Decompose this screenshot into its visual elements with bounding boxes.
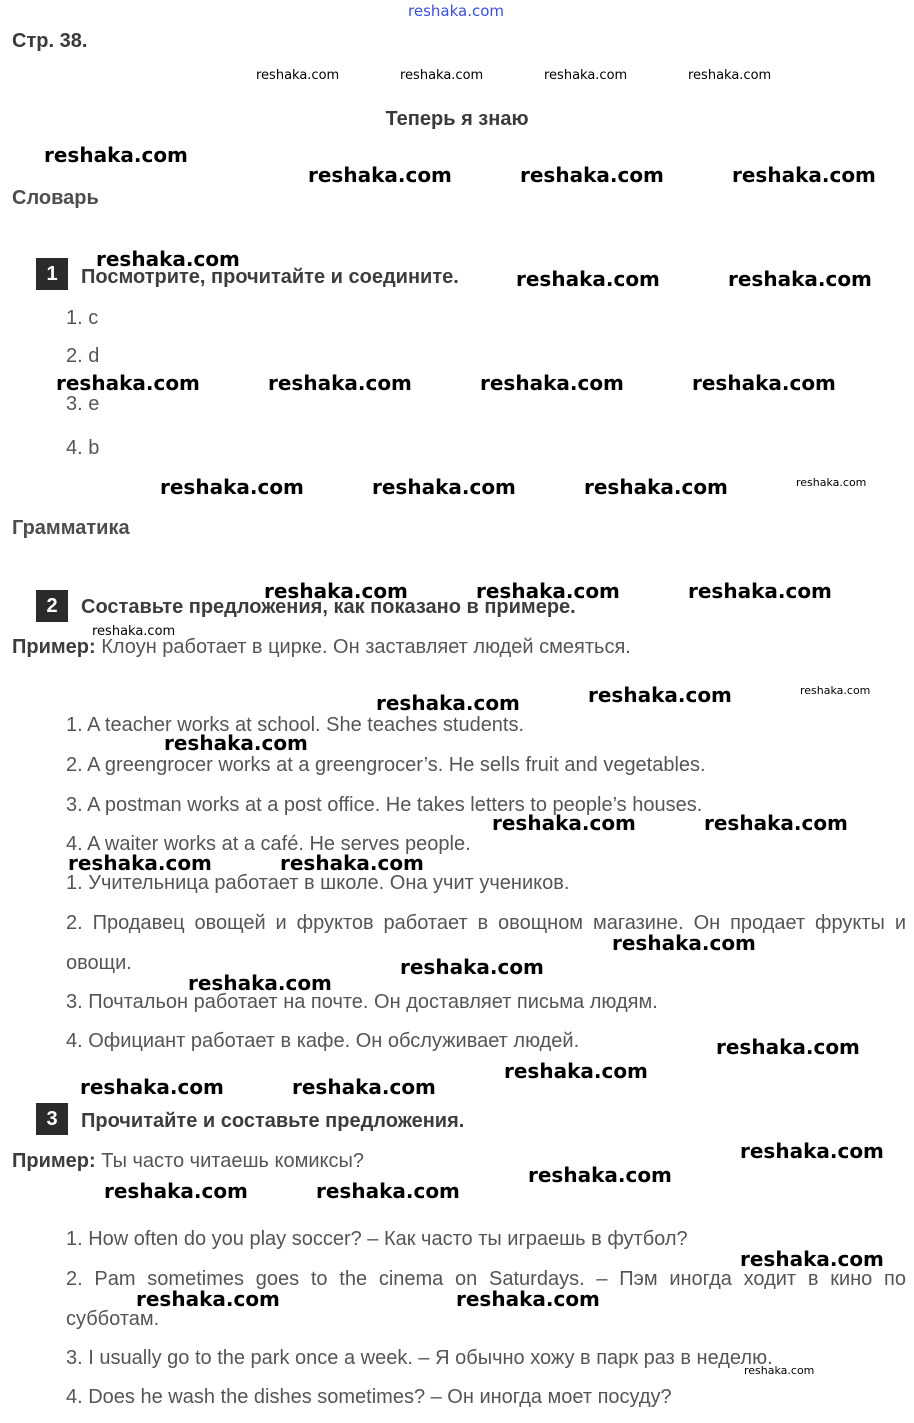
task-1-answer: 4. b — [66, 437, 100, 459]
section-vocabulary: Словарь — [12, 187, 99, 209]
task-3-answer: 2. Pam sometimes goes to the cinema on Saturdays. – Пэм иногда ходит в кино по субботам. — [66, 1268, 906, 1330]
watermark: reshaka.com — [740, 1139, 884, 1163]
watermark: reshaka.com — [372, 475, 516, 499]
watermark-small: reshaka.com — [544, 68, 628, 83]
task-2-english-item: 3. A postman works at a post office. He takes letters to people’s houses. — [66, 794, 703, 816]
task-2-heading: Составьте предложения, как показано в примере. — [81, 596, 576, 618]
task-2-russian-item: 4. Официант работает в кафе. Он обслуживает людей. — [66, 1030, 580, 1052]
watermark: reshaka.com — [280, 851, 424, 875]
watermark-small: reshaka.com — [688, 68, 772, 83]
task-3-answer: 1. How often do you play soccer? – Как часто ты играешь в футбол? — [66, 1228, 688, 1250]
watermark: reshaka.com — [188, 971, 332, 995]
task-2-russian-item: 3. Почтальон работает на почте. Он доставляет письма людям. — [66, 991, 658, 1013]
watermark: reshaka.com — [740, 1247, 884, 1271]
watermark: reshaka.com — [480, 371, 624, 395]
task-3-answer: 3. I usually go to the park once a week. – Я обычно хожу в парк раз в неделю. — [66, 1347, 773, 1369]
watermark: reshaka.com — [316, 1179, 460, 1203]
watermark: reshaka.com — [528, 1163, 672, 1187]
section-grammar: Грамматика — [12, 517, 130, 539]
page-title: Теперь я знаю — [385, 108, 529, 130]
task-2-english-item: 2. A greengrocer works at a greengrocer’s. He sells fruit and vegetables. — [66, 754, 706, 776]
watermark: reshaka.com — [164, 731, 308, 755]
watermark: reshaka.com — [44, 143, 188, 167]
task-2-russian-item: 1. Учительница работает в школе. Она учит учеников. — [66, 872, 570, 894]
watermark: reshaka.com — [732, 163, 876, 187]
watermark-small: reshaka.com — [800, 684, 871, 697]
watermark: reshaka.com — [692, 371, 836, 395]
task-2-example — [12, 636, 631, 659]
watermark: reshaka.com — [516, 267, 660, 291]
watermark: reshaka.com — [104, 1179, 248, 1203]
watermark: reshaka.com — [704, 811, 848, 835]
watermark: reshaka.com — [160, 475, 304, 499]
watermark: reshaka.com — [268, 371, 412, 395]
example-text: Клоун работает в цирке. Он заставляет людей смеяться. — [95, 636, 631, 658]
watermark: reshaka.com — [264, 579, 408, 603]
watermark: reshaka.com — [96, 247, 240, 271]
page-number: Стр. 38. — [12, 30, 88, 52]
watermark: reshaka.com — [68, 851, 212, 875]
task-3-heading: Прочитайте и составьте предложения. — [81, 1110, 465, 1132]
watermark-small: reshaka.com — [744, 1364, 815, 1377]
example-text: Ты часто читаешь комиксы? — [95, 1150, 364, 1172]
watermark: reshaka.com — [308, 163, 452, 187]
watermark-small: reshaka.com — [92, 624, 176, 639]
watermark: reshaka.com — [728, 267, 872, 291]
watermark: reshaka.com — [612, 931, 756, 955]
example-label: Пример: — [12, 1150, 96, 1172]
watermark: reshaka.com — [400, 955, 544, 979]
watermark: reshaka.com — [588, 683, 732, 707]
watermark: reshaka.com — [80, 1075, 224, 1099]
watermark: reshaka.com — [504, 1059, 648, 1083]
watermark: reshaka.com — [136, 1287, 280, 1311]
task-2-english-item: 1. A teacher works at school. She teaches students. — [66, 714, 525, 736]
watermark: reshaka.com — [456, 1287, 600, 1311]
task-2-english-item: 4. A waiter works at a café. He serves people. — [66, 833, 471, 855]
watermark: reshaka.com — [716, 1035, 860, 1059]
task-1-answer: 2. d — [66, 345, 100, 367]
watermark: reshaka.com — [520, 163, 664, 187]
example-label: Пример: — [12, 636, 96, 658]
watermark: reshaka.com — [584, 475, 728, 499]
watermark: reshaka.com — [492, 811, 636, 835]
task-1-answer: 3. e — [66, 393, 100, 415]
watermark: reshaka.com — [292, 1075, 436, 1099]
watermark: reshaka.com — [476, 579, 620, 603]
task-1-heading: Посмотрите, прочитайте и соедините. — [81, 266, 459, 288]
watermark-small: reshaka.com — [400, 68, 484, 83]
watermark-small: reshaka.com — [796, 476, 867, 489]
watermark-header: reshaka.com — [408, 2, 504, 20]
task-3-answer: 4. Does he wash the dishes sometimes? – Он иногда моет посуду? — [66, 1386, 672, 1408]
task-1-answer: 1. c — [66, 307, 99, 329]
watermark-small: reshaka.com — [256, 68, 340, 83]
watermark: reshaka.com — [688, 579, 832, 603]
task-3-badge: 3 — [36, 1103, 68, 1135]
task-2-russian-item: 2. Продавец овощей и фруктов работает в овощном магазине. Он продает фрукты и овощи. — [66, 912, 906, 974]
watermark: reshaka.com — [376, 691, 520, 715]
task-3-example — [12, 1150, 364, 1173]
watermark: reshaka.com — [56, 371, 200, 395]
task-1-badge: 1 — [36, 258, 68, 290]
task-2-badge: 2 — [36, 590, 68, 622]
